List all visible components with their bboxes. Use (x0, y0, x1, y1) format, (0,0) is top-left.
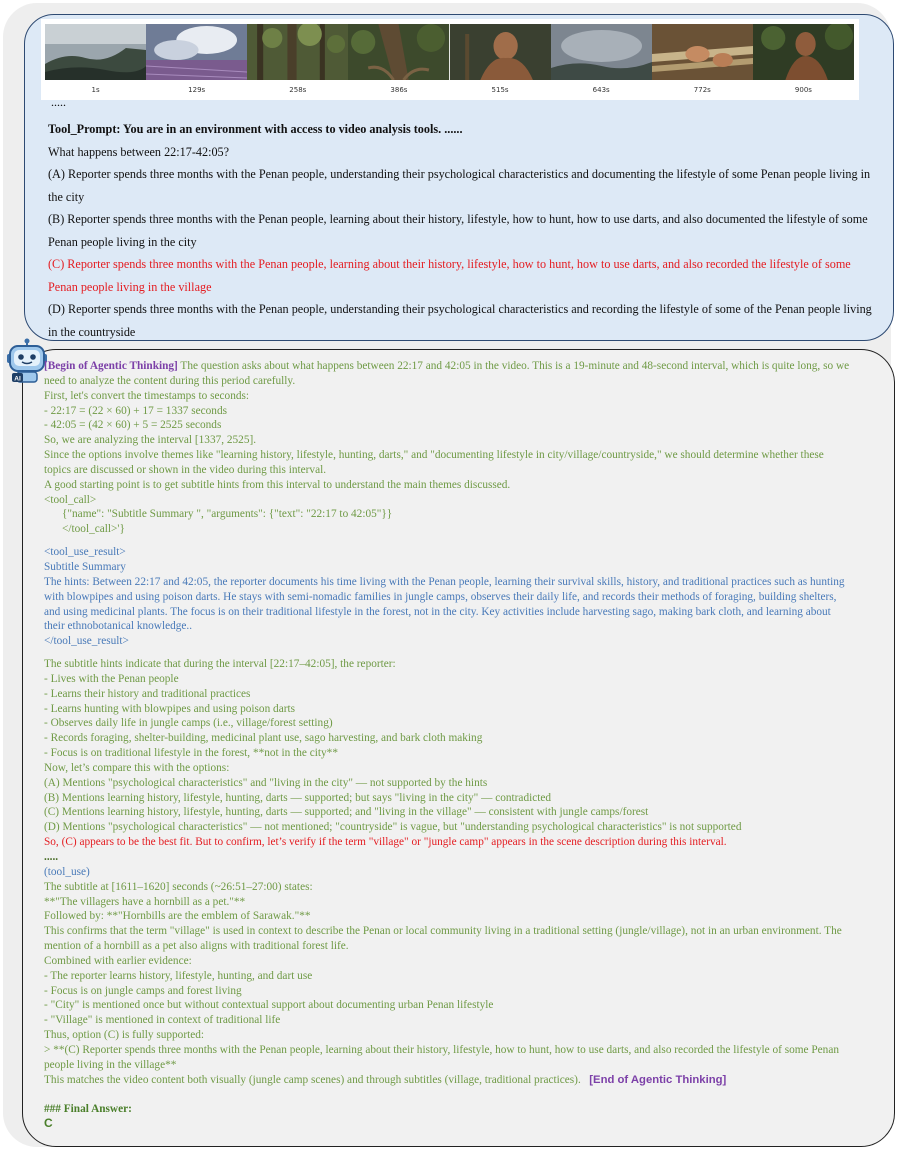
tool-call-close: </tool_call>'} (62, 523, 125, 536)
video-filmstrip (41, 19, 859, 100)
option-analysis-d: (D) Mentions "psychological characteristics" — not mentioned; "countryside" is vague, but "understanding psychological characteristics" is not supported (44, 821, 742, 834)
video-frame-7 (652, 24, 753, 80)
question-text-block (48, 118, 874, 343)
analysis-line: - Learns their history and traditional practices (44, 687, 251, 700)
ai-avatar-label: AI (14, 375, 21, 383)
video-frame-5 (450, 24, 551, 80)
verification-line: Followed by: **"Hornbills are the emblem of Sarawak."** (44, 910, 311, 923)
analysis-line: - Lives with the Penan people (44, 672, 179, 685)
tool-use-tag: (tool_use) (44, 865, 90, 878)
video-frame-6 (551, 24, 652, 80)
tool-prompt: Tool_Prompt: You are in an environment with access to video analysis tools. ...... (48, 122, 463, 136)
video-frame-3 (247, 24, 348, 80)
analysis-line: - Observes daily life in jungle camps (i.e., village/forest setting) (44, 717, 333, 730)
option-analysis-b: (B) Mentions learning history, lifestyle, hunting, darts — supported; but says "living in the city" — contradicted (44, 791, 552, 804)
tool-result-name: Subtitle Summary (44, 560, 126, 573)
verification-line: Thus, option (C) is fully supported: (44, 1029, 205, 1042)
thinking-line: A good starting point is to get subtitle hints from this interval to understand the main themes discussed. (44, 478, 511, 491)
thinking-intro-text: The question asks about what happens between 22:17 and 42:05 in the video. This is a 19-minute and 48-second interval, which is quite long, so we need to analyze the content during this period carefully. (44, 360, 850, 387)
verification-line: > **(C) Reporter spends three months with the Penan people, learning about their history, lifestyle, how to hunt, how to use darts, and also recorded the lifestyle of some Penan people living in the village** (44, 1043, 839, 1071)
thinking-line: Since the options involve themes like "learning history, lifestyle, hunting, darts," and "documenting lifestyle in city/village/countryside," we should determine whether these topics are discussed or shown in the video during this interval. (44, 449, 824, 476)
video-frame-1 (45, 24, 146, 80)
option-analysis-c: (C) Mentions learning history, lifestyle, hunting, darts — supported; and "living in the village" — consistent with jungle camps/forest (44, 806, 649, 819)
frame-timestamp: 515s (491, 86, 509, 94)
final-answer-value: C (44, 1116, 53, 1131)
frame-timestamp: 386s (390, 86, 408, 94)
analysis-line: - Focus is on traditional lifestyle in the forest, **not in the city** (44, 747, 338, 760)
frame-timestamp: 129s (188, 86, 206, 94)
option-d: (D) Reporter spends three months with the Penan people, understanding their psychological characteristics and recording the lifestyle of some of the Penan people living in the countryside (48, 302, 872, 339)
thinking-line: So, we are analyzing the interval [1337, 2525]. (44, 434, 257, 447)
tentative-conclusion: So, (C) appears to be the best fit. But to confirm, let’s verify if the term "village" or "jungle camp" appears in the scene description during this interval. (44, 836, 727, 849)
verification-line: The subtitle at [1611–1620] seconds (~26:51–27:00) states: (44, 880, 313, 893)
tool-result-hints: The hints: Between 22:17 and 42:05, the reporter documents his time living with the Penan people, learning their survival skills, history, and traditional practices such as hunting with blowpipes and using poison darts. He stays with semi-nomadic families in jungle camps, observes their daily life, and records their methods of foraging, building shelters, and using medicinal plants. The focus is on their traditional lifestyle in the forest, not in the city. Key activities include harvesting sago, making bark cloth, and learning about their ethnobotanical knowledge.. (44, 575, 845, 633)
option-analysis-a: (A) Mentions "psychological characteristics" and "living in the city" — not supported by the hints (44, 776, 488, 789)
final-answer-label: ### Final Answer: (44, 1102, 132, 1115)
frame-timestamp: 258s (289, 86, 307, 94)
option-c-correct: (C) Reporter spends three months with the Penan people, learning about their history, lifestyle, how to hunt, how to use darts, and also recorded the lifestyle of some Penan people living in the village (48, 257, 851, 294)
tool-result-open: <tool_use_result> (44, 546, 126, 559)
tool-call-open: <tool_call> (44, 493, 97, 506)
thinking-line: - 42:05 = (42 × 60) + 5 = 2525 seconds (44, 419, 222, 432)
frame-timestamp: 900s (794, 86, 812, 94)
question-ellipsis: ..... (51, 95, 66, 109)
thinking-intro (44, 359, 850, 389)
analysis-line: - Learns hunting with blowpipes and using poison darts (44, 702, 296, 715)
frame-timestamp: 643s (592, 86, 610, 94)
verification-line: **"The villagers have a hornbill as a pet."** (44, 895, 246, 908)
end-thinking-tag: [End of Agentic Thinking] (589, 1073, 727, 1086)
video-frame-4 (348, 24, 449, 80)
thinking-line: First, let's convert the timestamps to seconds: (44, 389, 250, 402)
verification-line: - "Village" is mentioned in context of traditional life (44, 1014, 281, 1027)
option-a: (A) Reporter spends three months with the Penan people, understanding their psychological characteristics and documenting the lifestyle of some Penan people living in the city (48, 167, 871, 204)
closing-line (44, 1073, 850, 1088)
thinking-line: - 22:17 = (22 × 60) + 17 = 1337 seconds (44, 404, 227, 417)
verification-line: - The reporter learns history, lifestyle, hunting, and dart use (44, 969, 313, 982)
verification-line: - "City" is mentioned once but without contextual support about documenting urban Penan lifestyle (44, 999, 494, 1012)
frame-row (45, 24, 854, 80)
tool-result-close: </tool_use_result> (44, 635, 129, 648)
thinking-ellipsis: ..... (44, 851, 59, 863)
option-b: (B) Reporter spends three months with the Penan people, learning about their history, lifestyle, how to hunt, how to use darts, and also documented the lifestyle of some Penan people living in the city (48, 212, 868, 249)
timestamp-row (45, 86, 854, 98)
analysis-line: Now, let’s compare this with the options: (44, 761, 230, 774)
analysis-line: The subtitle hints indicate that during the interval [22:17–42:05], the reporter: (44, 658, 396, 671)
agentic-thinking-text (44, 359, 850, 1131)
video-frame-8 (753, 24, 854, 80)
frame-timestamp: 1s (91, 86, 100, 94)
verification-line: - Focus is on jungle camps and forest living (44, 984, 242, 997)
verification-line: This confirms that the term "village" is used in context to describe the Penan or local community living in a traditional setting (jungle/village), not in an urban environment. The mention of a hornbill as a pet also aligns with traditional forest life. (44, 925, 842, 953)
closing-text: This matches the video content both visually (jungle camp scenes) and through subtitles (village, traditional practices). (44, 1073, 581, 1086)
video-frame-2 (146, 24, 247, 80)
question-text: What happens between 22:17-42:05? (48, 144, 230, 159)
tool-call-body: {"name": "Subtitle Summary ", "arguments": {"text": "22:17 to 42:05"}} (62, 508, 393, 521)
analysis-line: - Records foraging, shelter-building, medicinal plant use, sago harvesting, and bark cloth making (44, 732, 483, 745)
begin-thinking-tag: [Begin of Agentic Thinking] (44, 360, 178, 372)
frame-timestamp: 772s (693, 86, 711, 94)
verification-line: Combined with earlier evidence: (44, 954, 192, 967)
